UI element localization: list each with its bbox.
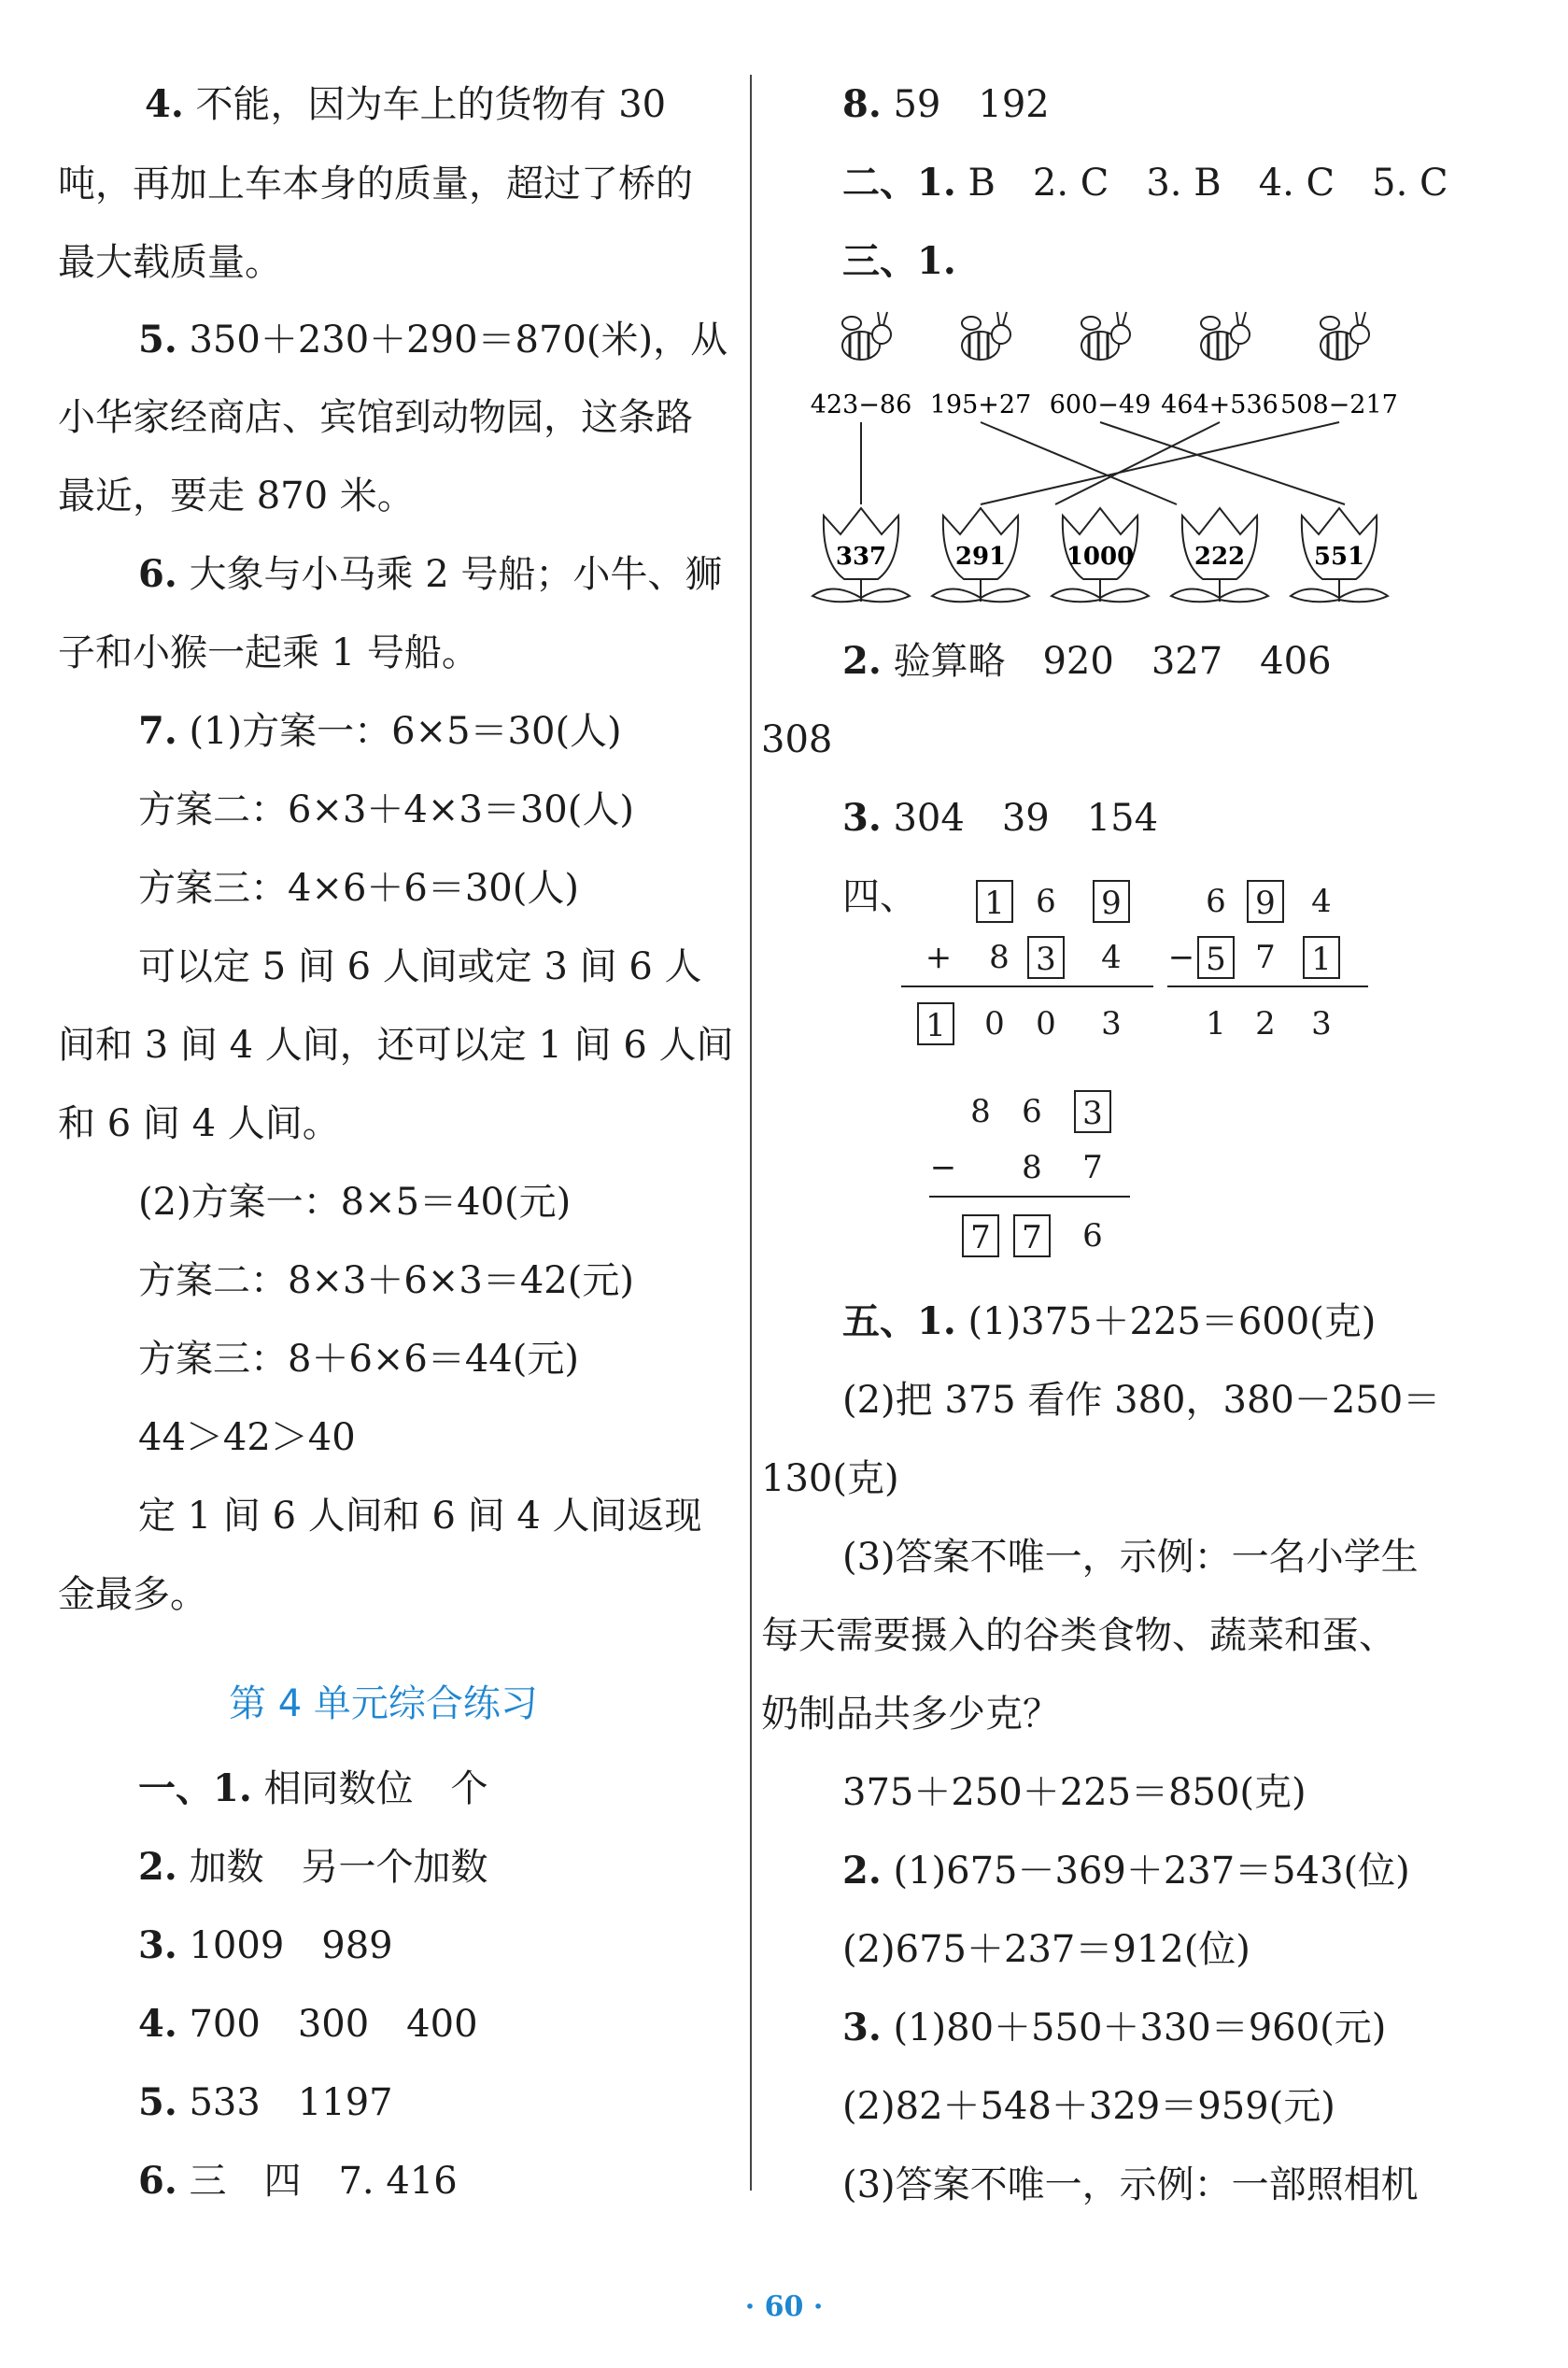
answer-line: 4. 700 300 400 <box>138 2002 478 2046</box>
flower-icon <box>812 508 910 602</box>
answer-box: 9 <box>1093 880 1130 923</box>
flower-label: 337 <box>835 543 887 571</box>
flower-icon <box>1171 508 1268 602</box>
answer-line: (2)把 375 看作 380，380－250＝ <box>842 1379 1441 1422</box>
bee-icon <box>1081 312 1130 360</box>
answer-line: 间和 3 间 4 人间，还可以定 1 间 6 人间 <box>58 1024 734 1067</box>
digit: 0 <box>1036 1005 1056 1042</box>
bee-label: 423−86 <box>810 390 912 419</box>
answer-line: 一、1. 相同数位 个 <box>138 1766 488 1810</box>
page-number: · 60 · <box>744 2290 824 2323</box>
answer-line: 44＞42＞40 <box>138 1416 356 1459</box>
answer-box: 1 <box>1303 936 1340 979</box>
flower-icon <box>1052 508 1149 602</box>
answer-line: 小华家经商店、宾馆到动物园，这条路 <box>58 396 693 439</box>
bee-label: 508−217 <box>1280 390 1398 419</box>
answer-line: (3)答案不唯一，示例：一名小学生 <box>842 1536 1419 1579</box>
answer-line: 最近，要走 870 米。 <box>58 475 415 518</box>
bee-label: 600−49 <box>1049 390 1151 419</box>
answer-line: 308 <box>761 718 833 761</box>
bee-icon <box>1201 312 1250 360</box>
answer-line: (3)答案不唯一，示例：一部照相机 <box>842 2163 1419 2206</box>
answer-line: 3. 1009 989 <box>138 1923 393 1967</box>
difference-line <box>1167 985 1368 987</box>
answer-line: 130(克) <box>761 1457 899 1500</box>
flower-icon <box>1291 508 1388 602</box>
digit: 3 <box>1101 1005 1122 1042</box>
answer-line: 子和小猴一起乘 1 号船。 <box>58 631 479 674</box>
flower-label: 1000 <box>1066 543 1135 571</box>
answer-line: 6. 三 四 7. 416 <box>138 2159 458 2203</box>
digit: 2 <box>1255 1005 1276 1042</box>
matching-lines <box>861 422 1345 504</box>
answer-line: 2. 加数 另一个加数 <box>138 1845 488 1889</box>
digit: 8 <box>1022 1149 1042 1186</box>
flower-label: 551 <box>1313 543 1365 571</box>
digit: 7 <box>1255 939 1276 976</box>
digit: 6 <box>1036 883 1056 920</box>
answer-box: 7 <box>962 1214 999 1257</box>
answer-line: (2)675＋237＝912(位) <box>842 1928 1250 1971</box>
answer-line: 奶制品共多少克？ <box>761 1693 1060 1736</box>
digit: 4 <box>1101 939 1122 976</box>
answer-line: 三、1. <box>842 239 956 283</box>
answer-line: 吨，再加上车本身的质量，超过了桥的 <box>58 163 693 206</box>
answer-line: 8. 59 192 <box>842 82 1050 126</box>
answer-line: 375＋250＋225＝850(克) <box>842 1771 1307 1814</box>
operator: + <box>925 939 953 976</box>
answer-line: 方案二：8×3＋6×3＝42(元) <box>138 1259 634 1302</box>
digit: 4 <box>1311 883 1332 920</box>
answer-box: 9 <box>1247 880 1284 923</box>
answer-line: 和 6 间 4 人间。 <box>58 1102 340 1145</box>
answer-line: 3. 304 39 154 <box>842 796 1159 840</box>
answer-box: 3 <box>1074 1090 1111 1133</box>
digit: 0 <box>984 1005 1005 1042</box>
digit: 3 <box>1311 1005 1332 1042</box>
answer-line: (2)82＋548＋329＝959(元) <box>842 2085 1335 2128</box>
operator: − <box>929 1149 957 1186</box>
bee-icon <box>842 312 891 360</box>
answer-line: 方案三：8＋6×6＝44(元) <box>138 1338 579 1381</box>
answer-box: 1 <box>976 880 1013 923</box>
flower-icon <box>932 508 1029 602</box>
answer-box: 3 <box>1027 936 1065 979</box>
digit: 1 <box>1206 1005 1226 1042</box>
bee-flower-matching-figure <box>803 308 1420 617</box>
flower-label: 222 <box>1194 543 1246 571</box>
bee-label: 195+27 <box>929 390 1032 419</box>
answer-line: 7. (1)方案一：6×5＝30(人) <box>138 709 622 753</box>
digit: 6 <box>1082 1217 1103 1255</box>
column-divider <box>750 75 752 2191</box>
answer-line: 2. 验算略 920 327 406 <box>842 639 1332 683</box>
answer-line: 五、1. (1)375＋225＝600(克) <box>842 1299 1377 1343</box>
operator: − <box>1167 939 1195 976</box>
section-title: 第 4 单元综合练习 <box>229 1682 538 1725</box>
answer-line: 5. 533 1197 <box>138 2080 393 2124</box>
digit: 6 <box>1206 883 1226 920</box>
answer-box: 7 <box>1013 1214 1051 1257</box>
digit: 8 <box>970 1093 991 1130</box>
sum-line <box>901 985 1153 987</box>
answer-line: 每天需要摄入的谷类食物、蔬菜和蛋、 <box>761 1614 1396 1657</box>
answer-box: 5 <box>1197 936 1235 979</box>
answer-line: 方案三：4×6＋6＝30(人) <box>138 867 579 910</box>
answer-line: (2)方案一：8×5＝40(元) <box>138 1181 572 1224</box>
answer-line: 3. (1)80＋550＋330＝960(元) <box>842 2006 1387 2049</box>
answer-line: 可以定 5 间 6 人间或定 3 间 6 人 <box>138 945 702 988</box>
bee-icon <box>962 312 1010 360</box>
answer-line: 方案二：6×3＋4×3＝30(人) <box>138 788 634 831</box>
answer-box: 1 <box>917 1002 954 1045</box>
answer-line: 6. 大象与小马乘 2 号船；小牛、狮 <box>138 552 723 596</box>
answer-line: 金最多。 <box>58 1573 207 1616</box>
flower-label: 291 <box>954 543 1007 571</box>
bee-icon <box>1321 312 1369 360</box>
digit: 7 <box>1082 1149 1103 1186</box>
answer-line: 二、1. B 2. C 3. B 4. C 5. C <box>842 161 1448 205</box>
difference-line <box>929 1196 1130 1198</box>
digit: 6 <box>1022 1093 1042 1130</box>
answer-line: 4. 不能，因为车上的货物有 30 <box>145 82 667 126</box>
answer-line: 定 1 间 6 人间和 6 间 4 人间返现 <box>138 1495 702 1538</box>
answer-line: 最大载质量。 <box>58 241 282 284</box>
bee-label: 464+536 <box>1161 390 1278 419</box>
answer-line: 2. (1)675－369＋237＝543(位) <box>842 1849 1410 1893</box>
answer-line: 5. 350＋230＋290＝870(米)，从 <box>138 318 728 362</box>
section-label: 四、 <box>842 875 917 918</box>
digit: 8 <box>989 939 1010 976</box>
match-line <box>981 422 1339 504</box>
